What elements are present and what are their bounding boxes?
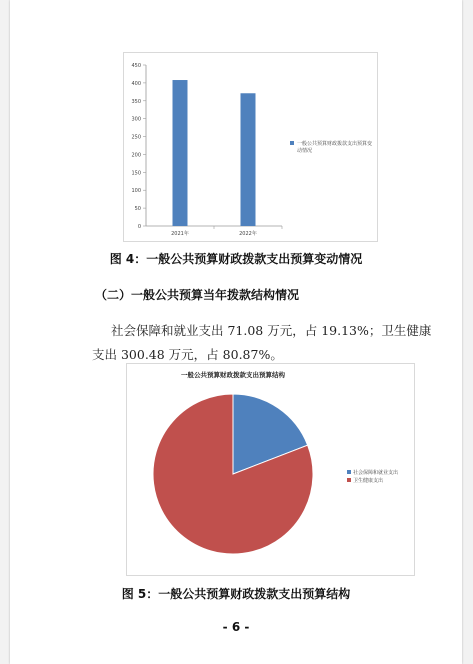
y-tick-label: 300 [131,116,141,123]
x-tick-label: 2021年 [171,231,189,237]
pie-chart [127,364,414,575]
section-heading: （二）一般公共预算当年拨款结构情况 [95,288,300,302]
pie-chart-panel [126,363,415,576]
y-tick-label: 50 [134,206,141,213]
x-tick-label: 2022年 [239,231,257,237]
pie-title: 一般公共预算财政拨款支出预算结构 [181,371,285,379]
legend-label-line-1: 一般公共预算财政拨款支出预算变 [297,141,373,147]
pie-legend-swatch-0 [347,470,351,474]
bar-chart [124,53,377,241]
y-tick-label: 200 [131,152,141,159]
pie-legend-label-0: 社会保障和就业支出 [353,470,399,476]
y-tick-label: 0 [137,224,141,230]
paragraph-line-1: 社会保障和就业支出 71.08 万元，占 19.13%；卫生健康 [111,323,432,338]
page-number: - 6 - [222,620,250,634]
paragraph-line-2: 支出 300.48 万元，占 80.87%。 [92,347,283,362]
legend-label-line-2: 动情况 [297,148,313,154]
pie-legend-label-1: 卫生健康支出 [353,478,384,484]
bar-2021年 [173,80,188,226]
y-tick-label: 150 [131,170,141,177]
pie-legend-swatch-1 [347,478,351,482]
y-tick-label: 450 [131,63,141,69]
y-tick-label: 100 [131,188,141,195]
y-tick-label: 350 [131,98,141,105]
y-tick-label: 400 [131,80,141,87]
figure-4-caption: 图 4：一般公共预算财政拨款支出预算变动情况 [109,252,363,266]
legend-swatch [290,141,294,145]
bar-2022年 [241,93,256,226]
figure-5-caption: 图 5：一般公共预算财政拨款支出预算结构 [121,587,351,601]
document-page [10,0,462,664]
y-tick-label: 250 [131,134,141,141]
bar-chart-panel [123,52,378,242]
